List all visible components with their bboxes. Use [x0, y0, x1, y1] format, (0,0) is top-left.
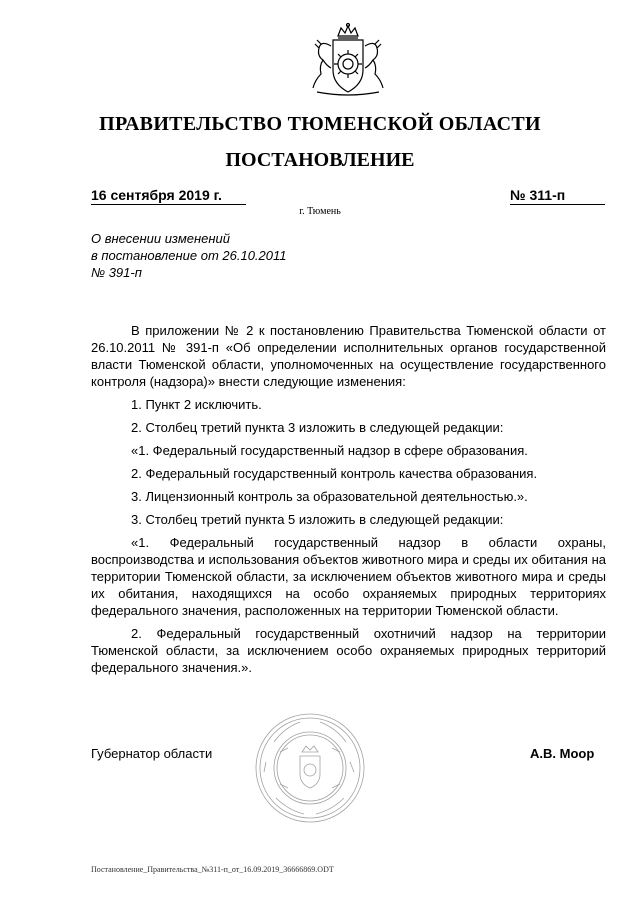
list-item: 1. Пункт 2 исключить.: [131, 397, 262, 412]
quote-paragraph: «1. Федеральный государственный надзор в области охраны, воспроизводства и использования объектов животного мира и среды их обитания на территории Тюменской области, за исключением объектов животного мира и среды их обитания, находящихся на особо охраняемых природных территориях федерального значения, расположенных на территории Тюменской области.: [91, 535, 606, 618]
list-item: 2. Столбец третий пункта 3 изложить в следующей редакции:: [131, 420, 504, 435]
document-subject: [91, 230, 351, 281]
list-item: 2. Федеральный государственный контроль качества образования.: [131, 466, 538, 481]
signatory-name: А.В. Моор: [530, 746, 595, 761]
document-city: г. Тюмень: [299, 206, 341, 217]
date-underline: [91, 204, 246, 205]
document-type-title: ПОСТАНОВЛЕНИЕ: [225, 149, 415, 171]
subject-line: О внесении изменений: [91, 231, 230, 246]
list-item: 3. Лицензионный контроль за образовательной деятельностью.».: [131, 489, 528, 504]
list-item: 3. Столбец третий пункта 5 изложить в следующей редакции:: [131, 512, 504, 527]
subject-line: в постановление от 26.10.2011: [91, 248, 287, 263]
intro-paragraph: В приложении № 2 к постановлению Правительства Тюменской области от 26.10.2011 № 391-п «Об определении исполнительных органов государственной власти Тюменской области, уполномоченных на осуществление государственного контроля (надзора)» внести следующие изменения:: [91, 323, 606, 389]
document-body: [91, 322, 606, 682]
number-underline: [510, 204, 605, 205]
quote-paragraph: 2. Федеральный государственный охотничий надзор на территории Тюменской области, за исключением особо охраняемых природных территорий федерального значения.».: [91, 626, 606, 675]
footer-filename: Постановление_Правительства_№311-п_от_16.09.2019_36666869.ODT: [91, 865, 334, 874]
list-item: «1. Федеральный государственный надзор в сфере образования.: [131, 443, 528, 458]
organization-title: ПРАВИТЕЛЬСТВО ТЮМЕНСКОЙ ОБЛАСТИ: [99, 113, 541, 135]
coat-of-arms-icon: [303, 22, 393, 100]
subject-line: № 391-п: [91, 265, 142, 280]
official-seal-icon: [254, 712, 366, 824]
signatory-title: Губернатор области: [91, 746, 213, 761]
document-number: № 311-п: [510, 187, 566, 203]
document-date: 16 сентября 2019 г.: [91, 187, 222, 203]
